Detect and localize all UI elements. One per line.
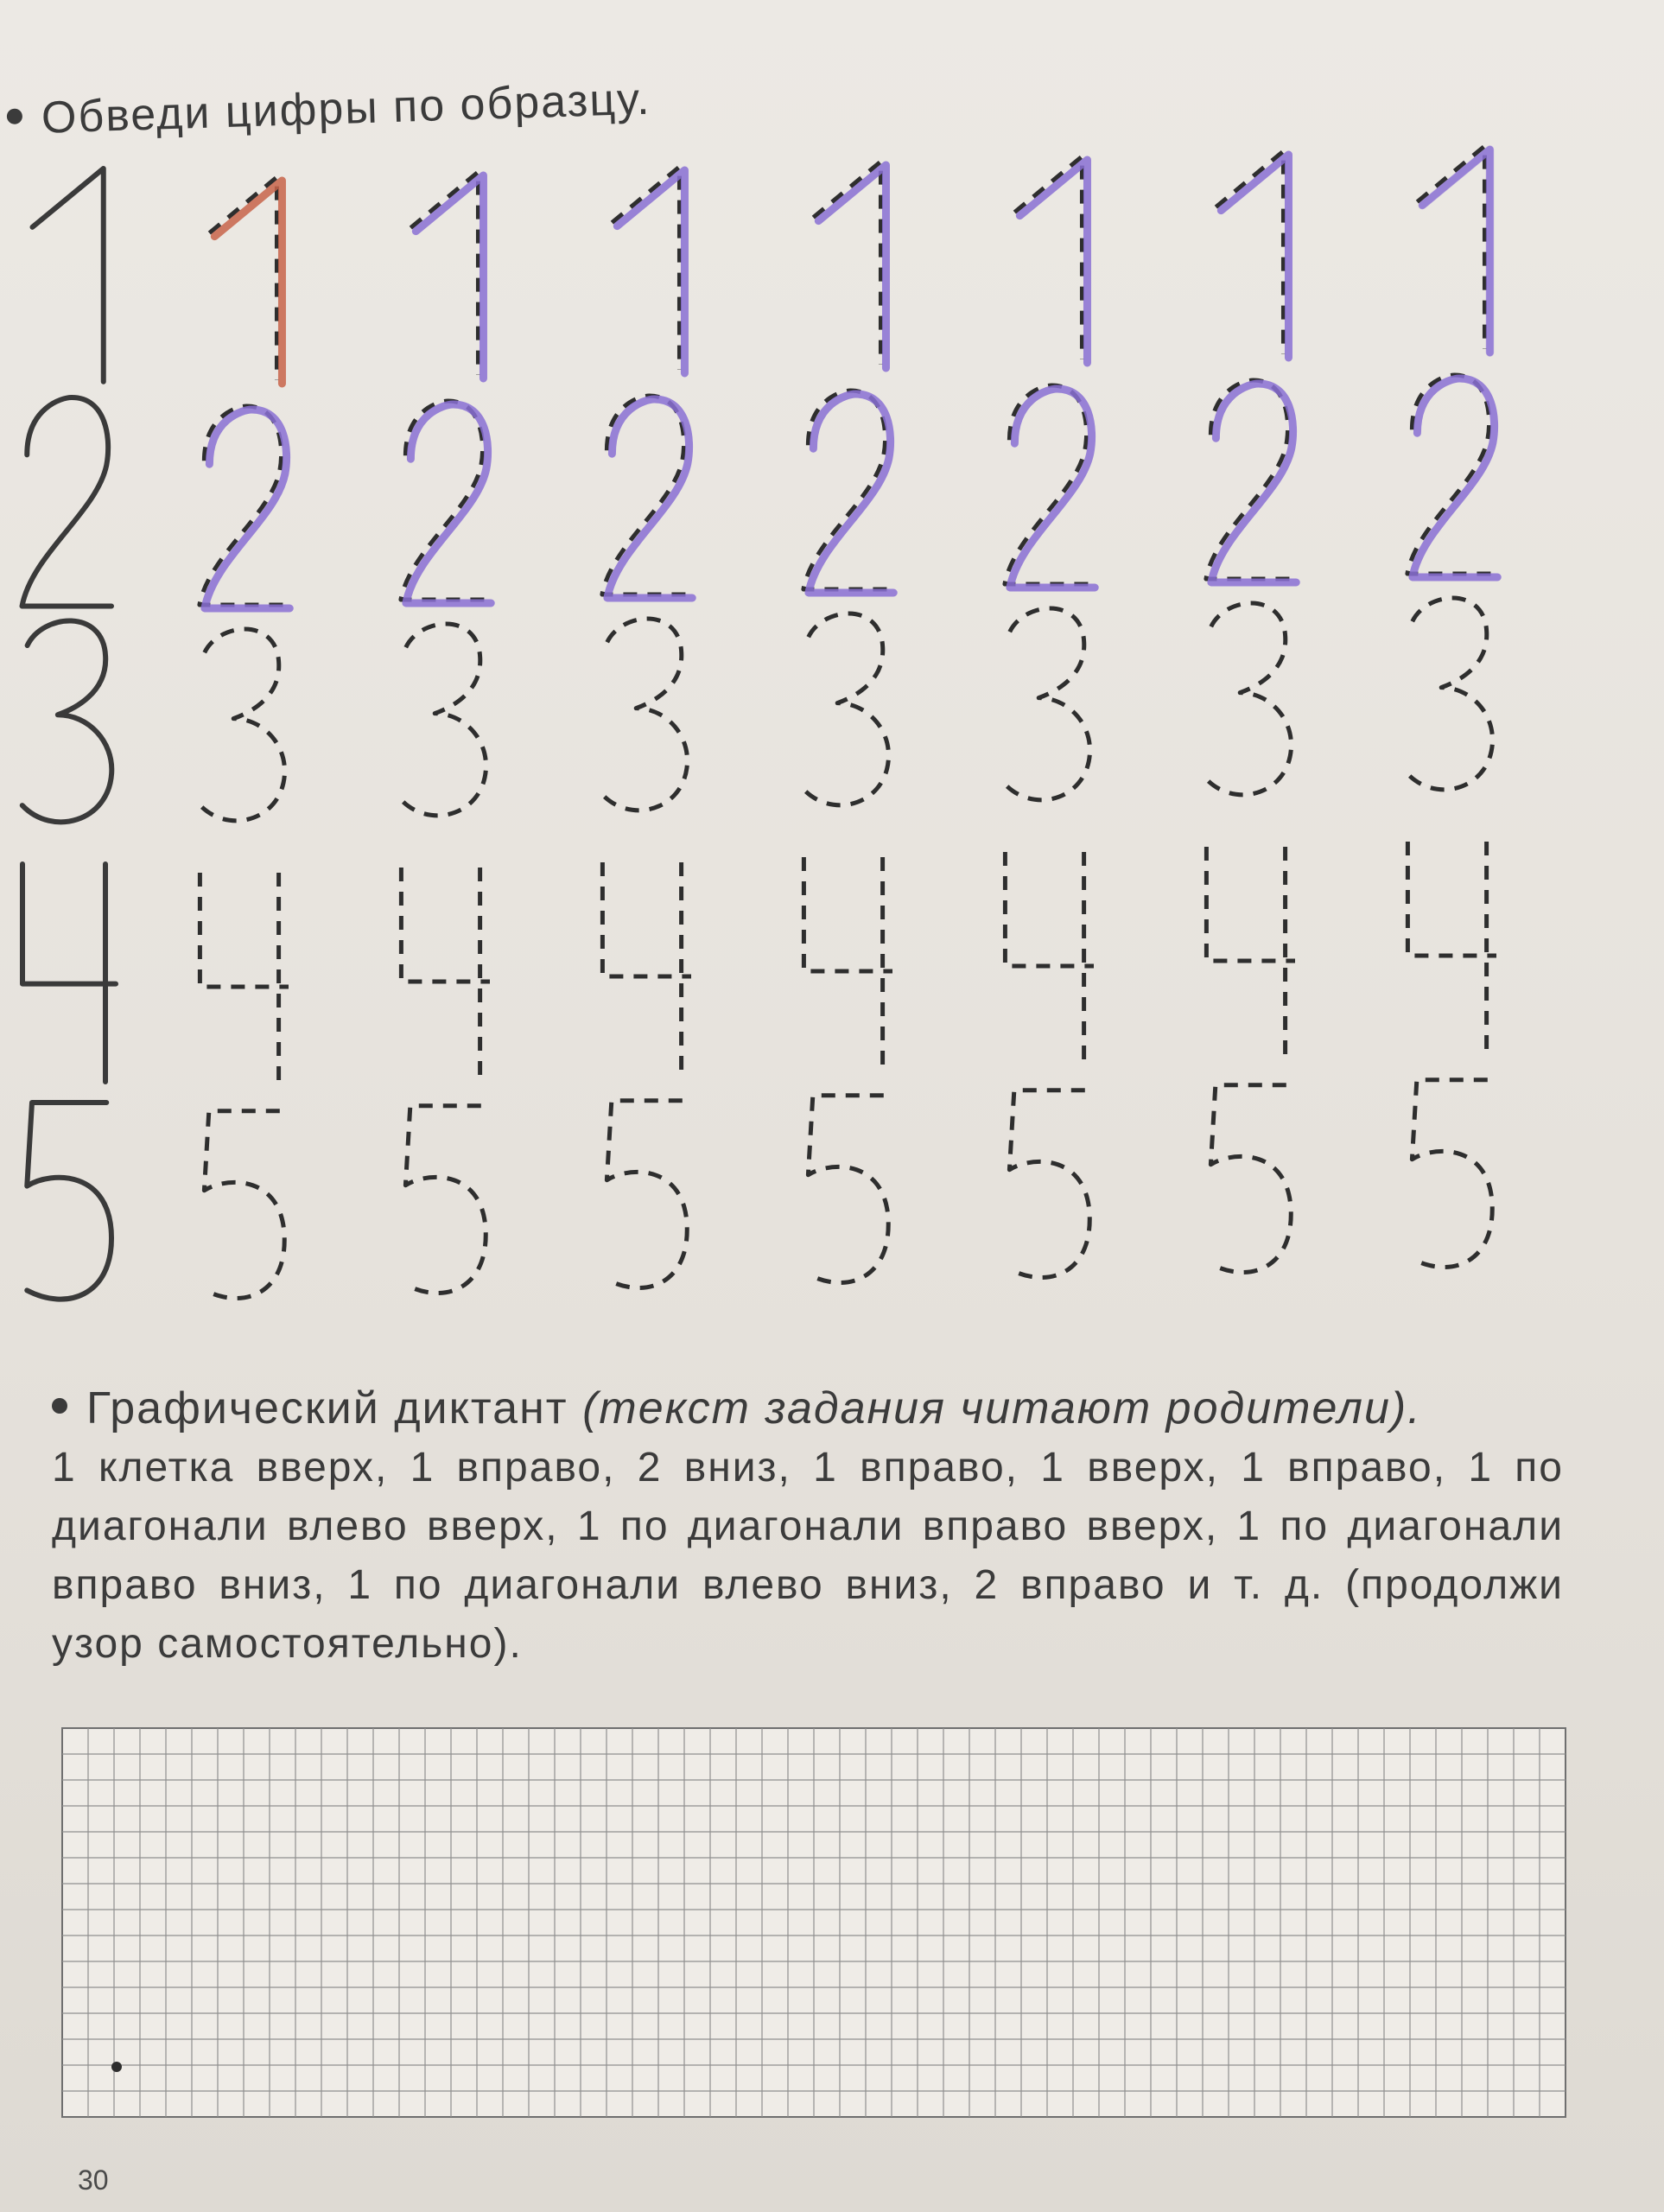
- traced-stroke-2-2: [406, 404, 491, 603]
- traced-stroke-1-3: [617, 170, 684, 373]
- dashed-digit-5-2[interactable]: [405, 1106, 486, 1294]
- dashed-digit-3-6[interactable]: [1206, 603, 1291, 795]
- dashed-digit-5-4[interactable]: [808, 1096, 888, 1283]
- dashed-digit-3-4[interactable]: [803, 613, 888, 805]
- dashed-digit-3-1[interactable]: [200, 629, 284, 821]
- dashed-digit-4-6[interactable]: [1206, 847, 1295, 1054]
- dashed-digit-3-3[interactable]: [602, 619, 687, 810]
- dashed-digit-1-5[interactable]: [1014, 156, 1082, 359]
- dashed-digit-5-7[interactable]: [1412, 1080, 1492, 1268]
- model-digit-2: [22, 397, 112, 607]
- dashed-digit-1-4[interactable]: [813, 162, 880, 365]
- dashed-digit-5-3[interactable]: [607, 1101, 687, 1288]
- task-title-note: (текст задания читают родители).: [582, 1383, 1422, 1433]
- dashed-digit-5-1[interactable]: [204, 1111, 284, 1299]
- traced-stroke-2-4: [809, 394, 893, 593]
- task-title-text: Обведи цифры по образцу.: [41, 73, 652, 143]
- task-title-main: Графический диктант: [86, 1383, 568, 1433]
- dashed-digit-1-1[interactable]: [209, 177, 276, 380]
- model-digit-1: [33, 168, 104, 382]
- traced-stroke-2-6: [1211, 384, 1296, 582]
- dashed-digit-1-6[interactable]: [1216, 151, 1283, 354]
- page-number: 30: [78, 2164, 109, 2196]
- dashed-digit-3-7[interactable]: [1407, 598, 1492, 790]
- model-digit-5: [27, 1103, 111, 1300]
- dashed-digit-1-7[interactable]: [1417, 146, 1484, 349]
- dashed-digit-3-5[interactable]: [1005, 608, 1089, 800]
- traced-stroke-1-4: [818, 165, 886, 368]
- dashed-digit-4-5[interactable]: [1005, 852, 1094, 1059]
- model-digit-3: [22, 620, 112, 822]
- model-digit-4: [22, 864, 116, 1082]
- graph-paper-grid[interactable]: [62, 1728, 1566, 2117]
- traced-stroke-1-1: [214, 181, 282, 384]
- start-dot: [111, 2062, 122, 2072]
- traced-stroke-2-1: [205, 410, 289, 608]
- bullet-icon: [52, 1398, 67, 1414]
- dashed-digit-4-2[interactable]: [401, 868, 490, 1075]
- task-title-graphic-dictation: [52, 1382, 1422, 1434]
- dashed-digit-4-4[interactable]: [803, 857, 892, 1065]
- traced-stroke-2-3: [607, 399, 692, 598]
- traced-stroke-2-7: [1413, 378, 1497, 577]
- dashed-digit-5-6[interactable]: [1210, 1085, 1291, 1273]
- dashed-digit-3-2[interactable]: [401, 624, 486, 816]
- traced-stroke-1-2: [416, 175, 483, 378]
- traced-stroke-1-6: [1221, 155, 1288, 358]
- traced-stroke-1-5: [1019, 160, 1087, 363]
- dashed-digit-4-1[interactable]: [200, 873, 289, 1080]
- dashed-digit-4-3[interactable]: [602, 862, 691, 1070]
- dashed-digit-4-7[interactable]: [1407, 842, 1496, 1049]
- dashed-digit-5-5[interactable]: [1009, 1090, 1089, 1278]
- traced-stroke-1-7: [1422, 149, 1489, 353]
- dictation-instructions: 1 клетка вверх, 1 вправо, 2 вниз, 1 вправо, 1 вверх, 1 вправо, 1 по диагонали влево вверх, 1 по диагонали вправо вверх, 1 по диагонали вправо вниз, 1 по диагонали влево вниз, 2 вправо и т. д. (продолжи узор самостоятельно).: [52, 1445, 1564, 1667]
- traced-stroke-2-5: [1010, 389, 1095, 588]
- dashed-digit-1-3[interactable]: [612, 167, 679, 370]
- dashed-digit-1-2[interactable]: [410, 172, 478, 375]
